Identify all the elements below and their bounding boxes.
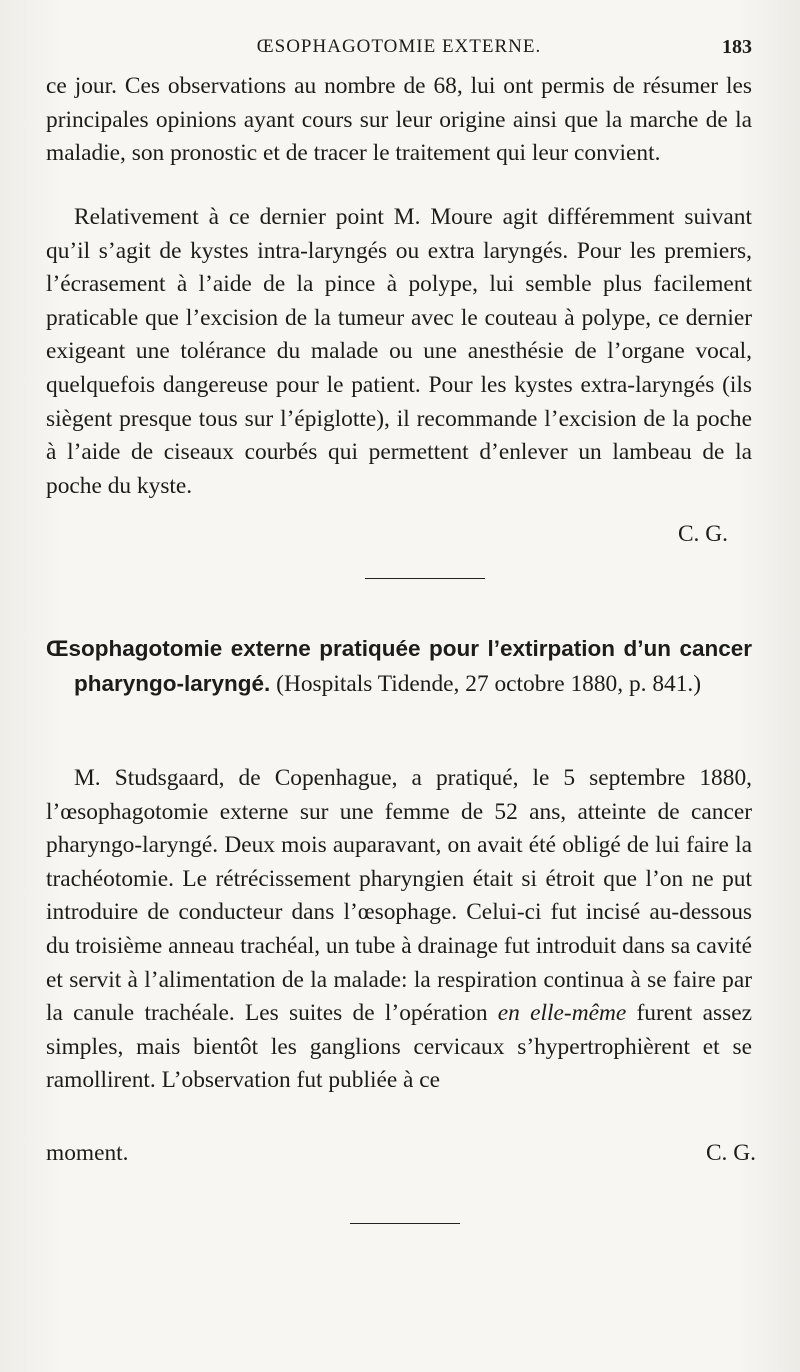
paragraph-3-part2: furent assez simples, mais bientôt les ganglions cervicaux s’hypertrophièrent et se ramollirent. L’observation fut publiée à ce xyxy=(46,1000,752,1094)
paragraph-studsgaard xyxy=(46,762,752,1098)
article-source: (Hospitals Tidende, 27 octobre 1880, p. 841.) xyxy=(276,670,702,697)
paragraph-2-text: Relativement à ce dernier point M. Moure agit différemment suivant qu’il s’agit de kystes intra-laryngés ou extra laryngés. Pour les premiers, l’écrasement à l’aide de la pince à polype, lui semble plus facilement praticable que l’excision de la tumeur avec le couteau à polype, ce dernier exigeant une tolérance du malade ou une anesthésie de l’organe vocal, quelquefois dangereuse pour le patient. Pour les kystes extra-laryngés (ils siègent presque tous sur l’épiglotte), il recommande l’excision de la poche à l’aide de ciseaux courbés qui permettent d’enlever un lambeau de la poche du kyste. xyxy=(46,204,752,499)
section-divider-1 xyxy=(365,578,485,579)
paragraph-3-emphasis: en elle-même xyxy=(497,1000,627,1027)
paragraph-3-text xyxy=(46,762,752,1098)
paragraph-continuation xyxy=(46,70,752,171)
page-number: 183 xyxy=(722,36,752,58)
article-title: Œsophagotomie externe pratiquée pour l’extirpation d’un cancer pharyngo-laryngé. xyxy=(46,636,752,696)
signature-1: C. G. xyxy=(677,521,728,547)
paragraph-1-text: ce jour. Ces observations au nombre de 68, lui ont permis de résumer les principales opinions ayant cours sur leur origine ainsi que la marche de la maladie, son pronostic et de tracer le traitement qui leur convient. xyxy=(46,73,752,167)
article-heading xyxy=(46,632,752,701)
page-header xyxy=(46,34,752,64)
paragraph-3-part1: M. Studsgaard, de Copenhague, a pratiqué, le 5 septembre 1880, l’œsophagotomie externe sur une femme de 52 ans, atteinte de cancer pharyngo-laryngé. Deux mois auparavant, on avait été obligé de lui faire la trachéotomie. Le rétrécissement pharyngien était si étroit que l’on ne put introduire de conducteur dans l’œsophage. Celui-ci fut incisé au-dessous du troisième anneau trachéal, un tube à drainage fut introduit dans sa cavité et servit à l’alimentation de la malade: la respiration continua à se faire par la canule trachéale. Les suites de l’opération xyxy=(46,765,753,1027)
running-head: ŒSOPHAGOTOMIE EXTERNE. xyxy=(256,36,542,57)
section-divider-2 xyxy=(350,1223,460,1224)
signature-2: C. G. xyxy=(705,1140,756,1166)
last-line: moment. xyxy=(46,1140,129,1166)
paragraph-moure xyxy=(46,201,752,503)
